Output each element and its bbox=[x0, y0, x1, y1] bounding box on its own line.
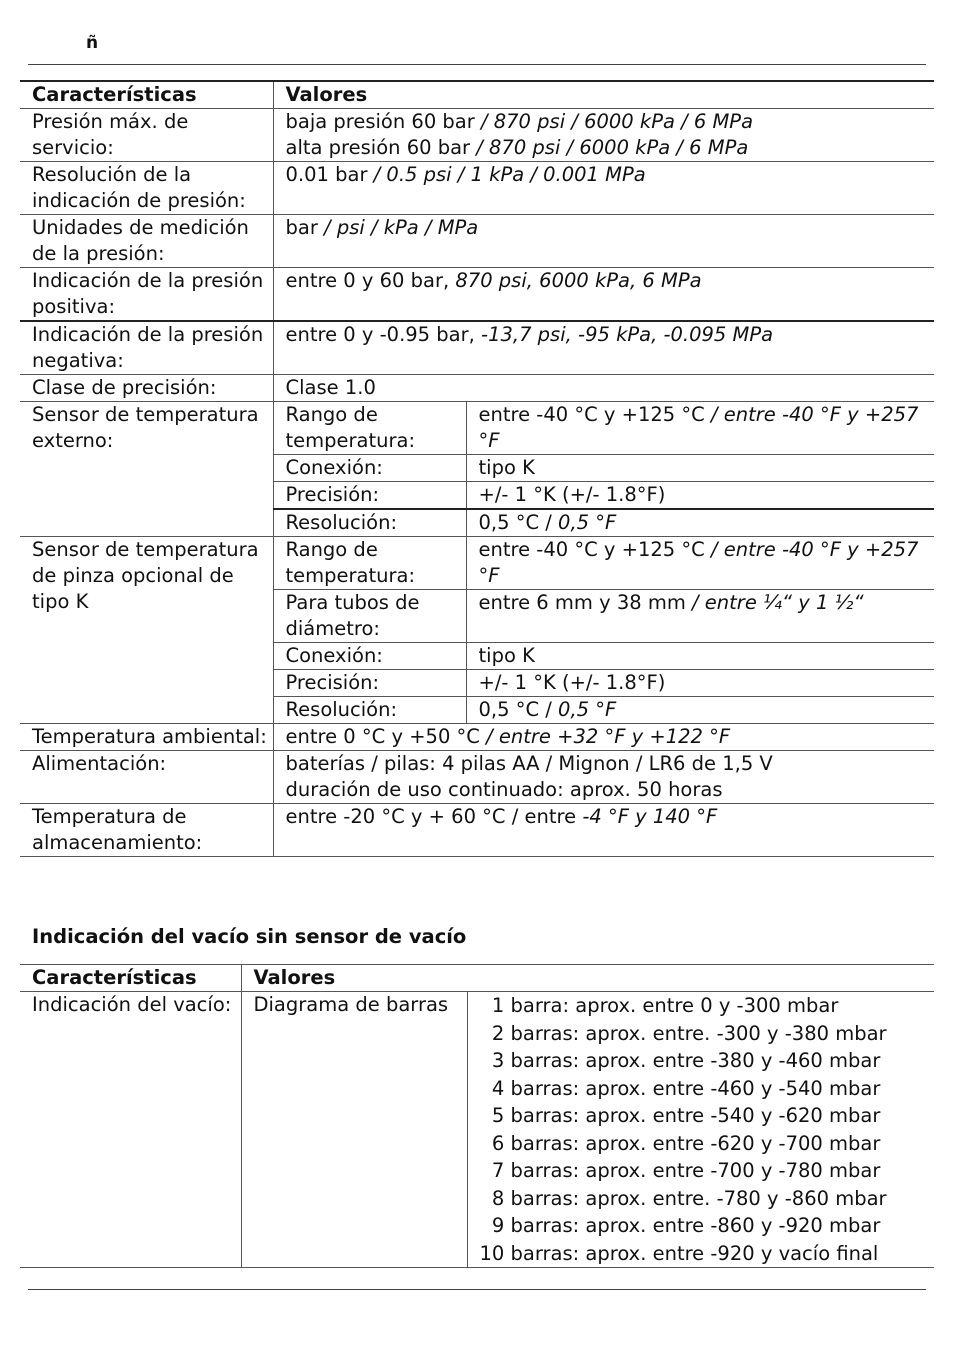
table-row bbox=[20, 162, 934, 215]
bar-list-item: 8 barras: aprox. entre. -780 y -860 mbar bbox=[479, 1186, 887, 1210]
row-label: Temperatura de almacenamiento: bbox=[20, 804, 273, 857]
row-value: entre -20 °C y + 60 °C / entre -4 °F y 140 °F bbox=[285, 805, 718, 828]
bar-list-item: 3 barras: aprox. entre -380 y -460 mbar bbox=[479, 1049, 881, 1072]
row-value: bar / psi / kPa / MPa bbox=[285, 216, 479, 239]
row-label: Indicación de la presión positiva: bbox=[20, 268, 273, 322]
sub-value: entre 6 mm y 38 mm / entre ¼“ y 1 ½“ bbox=[478, 591, 864, 614]
row-label: Alimentación: bbox=[20, 751, 273, 804]
sub-value: tipo K bbox=[478, 644, 535, 667]
table-row bbox=[20, 402, 934, 455]
row-label: Sensor de temperatura de pinza opcional de tipo K bbox=[20, 537, 273, 724]
table-row bbox=[20, 321, 934, 375]
bar-list-item: 7 barras: aprox. entre -700 y -780 mbar bbox=[479, 1159, 881, 1182]
row-label: Indicación del vacío: bbox=[20, 992, 241, 1268]
table-row bbox=[20, 109, 934, 162]
sub-value: entre -40 °C y +125 °C / entre -40 °F y +257 °F bbox=[478, 538, 919, 587]
table-row bbox=[20, 724, 934, 751]
row-value: entre 0 °C y +50 °C / entre +32 °F y +122 °F bbox=[285, 725, 731, 748]
table-row bbox=[20, 804, 934, 857]
specs-table bbox=[20, 80, 934, 857]
vacuum-table bbox=[20, 964, 934, 1268]
bar-list-item: 2 barras: aprox. entre. -300 y -380 mbar bbox=[479, 1021, 887, 1045]
sub-value: tipo K bbox=[478, 456, 535, 479]
row-label: Sensor de temperatura externo: bbox=[20, 402, 273, 537]
row-label: Indicación de la presión negativa: bbox=[20, 321, 273, 375]
sub-value: +/- 1 °K (+/- 1.8°F) bbox=[478, 483, 666, 506]
row-value: entre 0 y 60 bar, 870 psi, 6000 kPa, 6 MPa bbox=[285, 269, 702, 292]
sub-label: Rango de temperatura: bbox=[273, 537, 466, 590]
table-header-row bbox=[20, 965, 934, 992]
row-label: Presión máx. de servicio: bbox=[20, 109, 273, 162]
sub-label: Precisión: bbox=[273, 482, 466, 510]
sub-value: 0,5 °C / 0,5 °F bbox=[478, 511, 617, 534]
row-label: Resolución de la indicación de presión: bbox=[20, 162, 273, 215]
row-value: entre 0 y -0.95 bar, -13,7 psi, -95 kPa, -0.095 MPa bbox=[285, 323, 774, 346]
row-value: Clase 1.0 bbox=[285, 376, 376, 399]
sub-label: Para tubos de diámetro: bbox=[273, 590, 466, 643]
bar-list bbox=[467, 992, 934, 1268]
header-mark: ñ bbox=[86, 33, 99, 53]
sub-label: Conexión: bbox=[273, 643, 466, 670]
bar-list-item: 4 barras: aprox. entre -460 y -540 mbar bbox=[479, 1076, 881, 1100]
sub-label: Rango de temperatura: bbox=[273, 402, 466, 455]
table-row bbox=[20, 375, 934, 402]
top-rule bbox=[28, 64, 926, 65]
sub-label: Precisión: bbox=[273, 670, 466, 697]
header-values: Valores bbox=[285, 83, 368, 106]
table-header-row bbox=[20, 81, 934, 109]
row-label: Unidades de medición de la presión: bbox=[20, 215, 273, 268]
sub-value: entre -40 °C y +125 °C / entre -40 °F y +257 °F bbox=[478, 403, 919, 452]
sub-value: +/- 1 °K (+/- 1.8°F) bbox=[478, 671, 666, 694]
bottom-rule bbox=[28, 1289, 926, 1290]
header-characteristics: Características bbox=[20, 965, 241, 992]
row-value: baterías / pilas: 4 pilas AA / Mignon / LR6 de 1,5 V duración de uso continuado: aprox. 50 horas bbox=[285, 752, 773, 801]
sub-label: Conexión: bbox=[273, 455, 466, 482]
table-row bbox=[20, 992, 934, 1268]
sub-label: Resolución: bbox=[273, 697, 466, 724]
header-characteristics: Características bbox=[20, 81, 273, 109]
bar-list-item: 5 barras: aprox. entre -540 y -620 mbar bbox=[479, 1104, 881, 1127]
row-value: baja presión 60 bar / 870 psi / 6000 kPa / 6 MPa alta presión 60 bar / 870 psi / 6000 kPa / 6 MPa bbox=[285, 110, 754, 159]
sub-label: Resolución: bbox=[273, 509, 466, 537]
section-title: Indicación del vacío sin sensor de vacío bbox=[32, 925, 467, 948]
bar-list-item: 9 barras: aprox. entre -860 y -920 mbar bbox=[479, 1214, 881, 1237]
bar-list-item: 6 barras: aprox. entre -620 y -700 mbar bbox=[479, 1131, 881, 1155]
table-row bbox=[20, 751, 934, 804]
row-label: Temperatura ambiental: bbox=[20, 724, 273, 751]
row-label: Clase de precisión: bbox=[20, 375, 273, 402]
bar-list-item: 10 barras: aprox. entre -920 y vacío final bbox=[479, 1241, 879, 1265]
table-row bbox=[20, 215, 934, 268]
header-values: Valores bbox=[253, 966, 336, 989]
row-value: 0.01 bar / 0.5 psi / 1 kPa / 0.001 MPa bbox=[285, 163, 646, 186]
row-kind: Diagrama de barras bbox=[241, 992, 467, 1268]
bar-list-item: 1 barra: aprox. entre 0 y -300 mbar bbox=[479, 994, 839, 1017]
sub-value: 0,5 °C / 0,5 °F bbox=[478, 698, 617, 721]
table-row bbox=[20, 537, 934, 590]
table-row bbox=[20, 268, 934, 322]
